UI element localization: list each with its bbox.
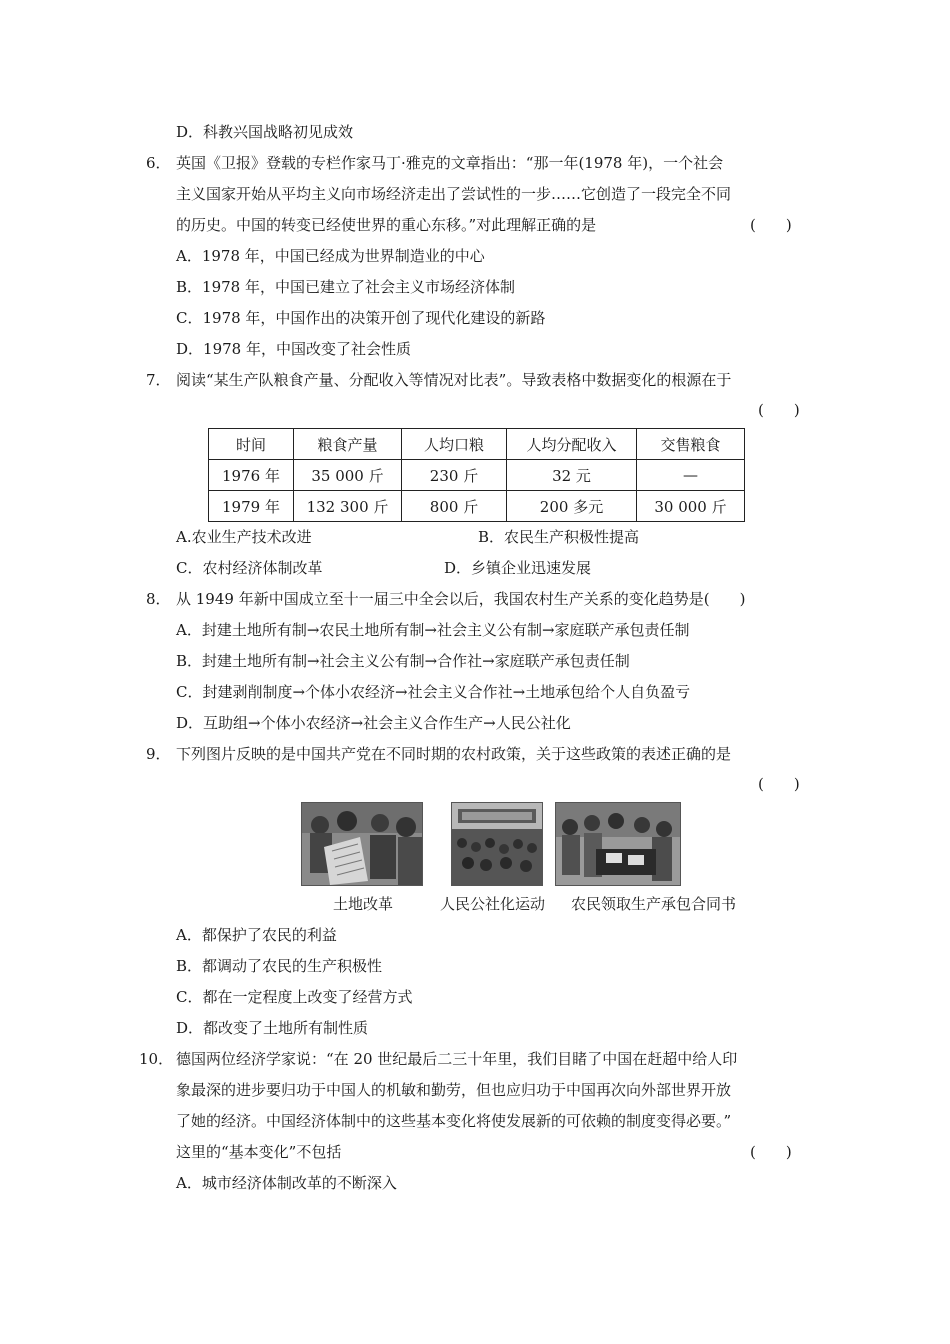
q7-answer-paren: ( ) (758, 401, 800, 419)
q7-option-b: B．农民生产积极性提高 (478, 528, 640, 546)
q8-stem-line1: 从 1949 年新中国成立至十一届三中全会以后，我国农村生产关系的变化趋势是( ) (176, 590, 746, 608)
table-header-cell: 人均口粮 (402, 429, 507, 460)
q6-stem-line1: 英国《卫报》登载的专栏作家马丁·雅克的文章指出：“那一年(1978 年)，一个社会 (176, 154, 724, 172)
q6-option-a: A．1978 年，中国已经成为世界制造业的中心 (176, 247, 485, 265)
q8-option-b: B．封建土地所有制→社会主义公有制→合作社→家庭联产承包责任制 (176, 652, 630, 670)
q7-stem-line1: 阅读“某生产队粮食产量、分配收入等情况对比表”。导致表格中数据变化的根源在于 (176, 371, 732, 389)
q9-option-b: B．都调动了农民的生产积极性 (176, 957, 383, 975)
q8-option-c: C．封建剥削制度→个体小农经济→社会主义合作社→土地承包给个人自负盈亏 (176, 683, 691, 701)
q8-option-a: A．封建土地所有制→农民土地所有制→社会主义公有制→家庭联产承包责任制 (176, 621, 690, 639)
table-cell: 35 000 斤 (294, 460, 402, 491)
caption-land-reform: 土地改革 (333, 895, 394, 913)
table-row (209, 460, 745, 491)
peoples-commune-photo (451, 802, 543, 886)
q10-number: 10． (139, 1050, 174, 1068)
q10-option-a: A．城市经济体制改革的不断深入 (176, 1174, 397, 1192)
table-cell: 132 300 斤 (294, 491, 402, 522)
table-header-cell: 人均分配收入 (507, 429, 637, 460)
table-header-cell: 时间 (209, 429, 294, 460)
production-comparison-table (208, 428, 745, 522)
contract-signing-photo (555, 802, 681, 886)
q7-option-c: C．农村经济体制改革 (176, 559, 323, 577)
table-cell: 1976 年 (209, 460, 294, 491)
land-reform-photo-image (302, 803, 422, 885)
table-header-row (209, 429, 745, 460)
q10-stem-line1: 德国两位经济学家说：“在 20 世纪最后二三十年里，我们目睹了中国在赶超中给人印 (176, 1050, 738, 1068)
table-cell: 32 元 (507, 460, 637, 491)
table-cell: 30 000 斤 (637, 491, 745, 522)
table-cell: — (637, 460, 745, 491)
contract-signing-photo-image (556, 803, 680, 885)
q10-answer-paren: ( ) (750, 1143, 792, 1161)
table-header-cell: 交售粮食 (637, 429, 745, 460)
table-cell: 230 斤 (402, 460, 507, 491)
q6-stem-line2: 主义国家开始从平均主义向市场经济走出了尝试性的一步……它创造了一段完全不同 (176, 185, 732, 203)
q9-option-d: D．都改变了土地所有制性质 (176, 1019, 369, 1037)
peoples-commune-photo-image (452, 803, 542, 885)
caption-contract: 农民领取生产承包合同书 (571, 895, 737, 913)
q7-number: 7． (146, 371, 171, 389)
q9-option-a: A．都保护了农民的利益 (176, 926, 337, 944)
q6-option-b: B．1978 年，中国已建立了社会主义市场经济体制 (176, 278, 515, 296)
q10-stem-line2: 象最深的进步要归功于中国人的机敏和勤劳，但也应归功于中国再次向外部世界开放 (176, 1081, 732, 1099)
q9-stem-line1: 下列图片反映的是中国共产党在不同时期的农村政策，关于这些政策的表述正确的是 (176, 745, 732, 763)
q9-option-c: C．都在一定程度上改变了经营方式 (176, 988, 413, 1006)
table-header-cell: 粮食产量 (294, 429, 402, 460)
q6-stem-line3: 的历史。中国的转变已经使世界的重心东移。”对此理解正确的是 (176, 216, 597, 234)
q9-number: 9． (146, 745, 171, 763)
land-reform-photo (301, 802, 423, 886)
table-cell: 200 多元 (507, 491, 637, 522)
table-row (209, 491, 745, 522)
q10-stem-line3: 了她的经济。中国经济体制中的这些基本变化将使发展新的可依赖的制度变得必要。” (176, 1112, 732, 1130)
table-cell: 1979 年 (209, 491, 294, 522)
q6-option-d: D．1978 年，中国改变了社会性质 (176, 340, 411, 358)
q7-option-d: D．乡镇企业迅速发展 (444, 559, 592, 577)
q6-answer-paren: ( ) (750, 216, 792, 234)
q6-option-c: C．1978 年，中国作出的决策开创了现代化建设的新路 (176, 309, 546, 327)
q10-stem-line4: 这里的“基本变化”不包括 (176, 1143, 342, 1161)
q8-number: 8． (146, 590, 171, 608)
table-cell: 800 斤 (402, 491, 507, 522)
q6-number: 6． (146, 154, 171, 172)
q5-option-d: D．科教兴国战略初见成效 (176, 123, 354, 141)
q9-answer-paren: ( ) (758, 775, 800, 793)
q7-option-a: A.农业生产技术改进 (176, 528, 312, 546)
caption-peoples-commune: 人民公社化运动 (440, 895, 546, 913)
q8-option-d: D．互助组→个体小农经济→社会主义合作生产→人民公社化 (176, 714, 571, 732)
